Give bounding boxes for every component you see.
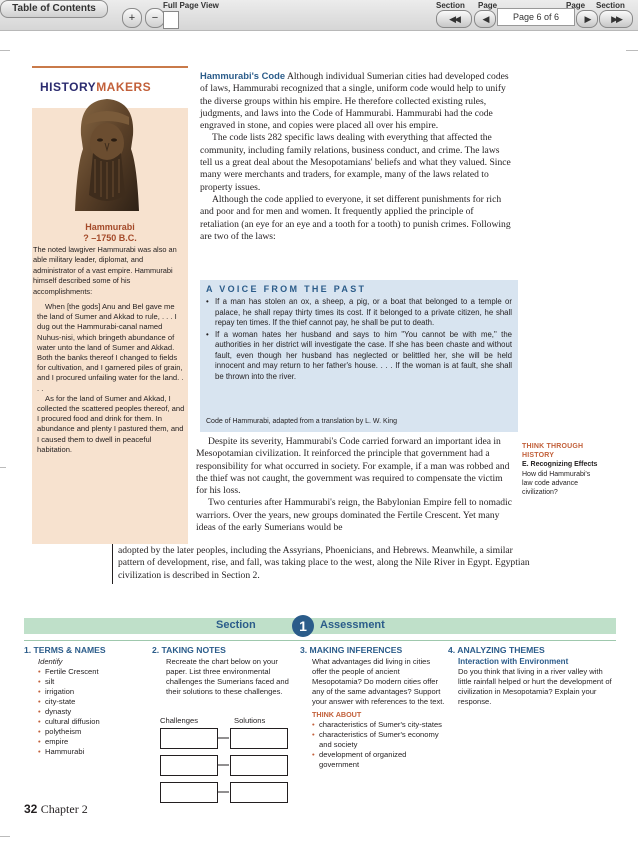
- main-paragraph-6: adopted by the later peoples, including the Assyrians, Phoenicians, and Hebrews. Meanwhile, a similar pattern of development, rise, and fall, was taking place to the west, along the Nile River in Egypt. Egyptian civilization is described in Section 2.: [118, 545, 530, 581]
- assessment-divider: [24, 640, 616, 641]
- hammurabi-dates: ? –1750 B.C.: [83, 233, 137, 243]
- think-label: E. Recognizing Effects: [522, 461, 598, 469]
- challenge-box: [160, 728, 218, 749]
- think-about-item: • characteristics of Sumer's economy and society: [312, 730, 446, 750]
- main-paragraph-4: Despite its severity, Hammurabi's Code carried forward an important idea in Mesopotamian civilization. It reinforced the principle that government had a responsibility for what occurred in society. For example, if a man was robbed and the thief was not caught, the government was required to compensate the victim for his loss.: [196, 436, 510, 497]
- crop-mark: [626, 50, 638, 51]
- voice-citation: Code of Hammurabi, adapted from a translation by L. W. King: [206, 418, 398, 425]
- main-text-bottom: [118, 545, 530, 582]
- main-paragraph-2: The code lists 282 specific laws dealing with everything that affected the community, including family relations, business conduct, and crime. The laws tell us a great deal about the Mesopotamians' beliefs and what they valued. Since many were merchants and traders, for example, many of the laws related to property issues.: [200, 132, 511, 193]
- think-about-label: THINK ABOUT: [312, 710, 362, 719]
- themes-heading: 4. ANALYZING THEMES: [448, 645, 545, 655]
- notes-text: Recreate the chart below on your paper. List three environmental challenges the Sumerians faced and their solutions to these challenges.: [166, 657, 289, 696]
- history-makers-intro: The noted lawgiver Hammurabi was also an able military leader, diplomat, and administrator of a vast empire. Hammurabi himself described some of his accomplishments:: [33, 245, 177, 296]
- history-makers-title-a: HISTORY: [40, 80, 97, 94]
- section-nav-label: Section: [436, 1, 465, 10]
- terms-heading: 1. TERMS & NAMES: [24, 645, 106, 655]
- assessment-col-inferences: [300, 645, 446, 770]
- challenges-label: Challenges: [160, 716, 198, 725]
- term-item: • Fertile Crescent: [38, 667, 148, 677]
- notes-arrows: [217, 728, 230, 804]
- full-page-icon[interactable]: [163, 11, 179, 29]
- notes-heading: 2. TAKING NOTES: [152, 645, 226, 655]
- themes-text: Do you think that living in a river valley with little rainfall helped or hurt the development of civilization in Mesopotamia? Explain your response.: [458, 667, 612, 706]
- page-nav-label: Page: [478, 1, 498, 10]
- solution-box: [230, 755, 288, 776]
- solution-box: [230, 728, 288, 749]
- hammurabi-caption: [32, 222, 188, 244]
- challenge-box: [160, 782, 218, 803]
- hammurabi-name: Hammurabi: [85, 222, 135, 232]
- main-text-upper: [200, 70, 514, 243]
- assessment-col-themes: [448, 645, 618, 707]
- section-nav-label-2: Section: [596, 1, 625, 10]
- history-makers-title-b: MAKERS: [96, 80, 152, 94]
- themes-subheading: Interaction with Environment: [458, 657, 569, 666]
- term-item: • cultural diffusion: [38, 717, 148, 727]
- inferences-heading: 3. MAKING INFERENCES: [300, 645, 403, 655]
- previous-page-icon[interactable]: ◀: [474, 10, 496, 28]
- think-about-item: • characteristics of Sumer's city-states: [312, 720, 446, 730]
- zoom-out-icon[interactable]: −: [145, 8, 165, 28]
- hammurabi-bust-image: [67, 95, 147, 211]
- zoom-in-icon[interactable]: +: [122, 8, 142, 28]
- term-item: • silt: [38, 677, 148, 687]
- term-item: • polytheism: [38, 727, 148, 737]
- next-section-icon[interactable]: ▶▶: [599, 10, 633, 28]
- page-nav-label-2: Page: [566, 1, 586, 10]
- challenge-box: [160, 755, 218, 776]
- text-rule: [112, 544, 113, 584]
- crop-mark: [0, 50, 10, 51]
- main-paragraph-3: Although the code applied to everyone, it set different punishments for rich and poor and for men and women. It frequently applied the principle of retaliation (an eye for an eye and a tooth for a tooth) to punish crimes. Following are two of the laws:: [200, 193, 511, 242]
- assessment-col-terms: [24, 645, 148, 757]
- main-paragraph-1: Although individual Sumerian cities had developed codes of laws, Hammurabi recognized that a single, uniform code would help to unify the diverse groups within his empire. He therefore collected existing rules, judgments, and laws into the Code of Hammurabi. Hammurabi had the code engraved in stone, and copies were placed all over his empire.: [200, 71, 509, 132]
- section-number-badge: 1: [292, 615, 314, 637]
- hammurabi-quote-p1: When [the gods] Anu and Bel gave me the land of Sumer and Akkad to rule, . . . I dug out the Hammurabi-canal named Nuhus-nisi, which bringeth abundance of water unto the land of Sumer and Akkad. Both the banks thereof I changed to fields for cultivation, and I garnered piles of grain, and I procured unfailing water for the land. . . .: [37, 302, 184, 393]
- page-number: 32: [24, 802, 38, 816]
- section-word: Section: [216, 619, 256, 631]
- solution-box: [230, 782, 288, 803]
- viewer-toolbar: [0, 0, 638, 31]
- crop-mark: [0, 467, 6, 468]
- table-of-contents-button[interactable]: Table of Contents: [0, 0, 108, 18]
- inferences-text: What advantages did living in cities offer the people of ancient Mesopotamia? Do modern cities offer any of the same advantages? Support your answer with references to the text.: [312, 657, 445, 706]
- page-indicator: Page 6 of 6: [497, 8, 575, 26]
- hammurabi-quote: [37, 302, 185, 455]
- law-item: • If a woman hates her husband and says to him "You cannot be with me," the authorities in her district will investigate the case. If she has been chaste and without fault, even though her husband has neglected or belittled her, she will be held innocent and may return to her father's house. . . . If the woman is at fault, she shall be thrown into the river.: [206, 330, 512, 383]
- term-item: • city-state: [38, 697, 148, 707]
- voice-from-past-title: A VOICE FROM THE PAST: [206, 284, 367, 294]
- history-makers-title: [40, 80, 151, 94]
- main-paragraph-5: Two centuries after Hammurabi's reign, the Babylonian Empire fell to nomadic warriors. Over the years, new groups dominated the Fertile Crescent. Yet many ideas of the early Sumerians would be: [196, 497, 512, 534]
- chapter-label: Chapter 2: [40, 802, 88, 816]
- runin-heading: Hammurabi's Code: [200, 70, 286, 81]
- previous-section-icon[interactable]: ◀◀: [436, 10, 472, 28]
- assessment-word: Assessment: [320, 619, 385, 631]
- term-item: • Hammurabi: [38, 747, 148, 757]
- think-heading: THINK THROUGH HISTORY: [522, 443, 584, 460]
- page-footer: [24, 802, 88, 817]
- voice-from-past-list: [206, 297, 512, 383]
- solutions-label: Solutions: [234, 716, 266, 725]
- think-about-item: • development of organized government: [312, 750, 446, 770]
- law-item: • If a man has stolen an ox, a sheep, a pig, or a boat that belonged to a temple or palace, he shall repay thirty times its cost. If it belonged to a private citizen, he shall repay ten times. If the thief cannot pay, he shall be put to death.: [206, 297, 512, 329]
- crop-mark: [0, 836, 10, 837]
- term-item: • empire: [38, 737, 148, 747]
- terms-identify: Identify: [38, 657, 63, 666]
- assessment-col-notes: [152, 645, 292, 697]
- term-item: • dynasty: [38, 707, 148, 717]
- full-page-view-label[interactable]: Full Page View: [163, 1, 219, 10]
- main-text-lower: [196, 436, 514, 534]
- think-question: How did Hammurabi's law code advance civilization?: [522, 470, 591, 497]
- hammurabi-quote-p2: As for the land of Sumer and Akkad, I collected the scattered peoples thereof, and I procured food and drink for them. In abundance and plenty I pastured them, and I caused them to dwell in peaceful habitation.: [37, 393, 185, 454]
- think-through-history: [522, 442, 598, 497]
- term-item: • irrigation: [38, 687, 148, 697]
- next-page-icon[interactable]: ▶: [576, 10, 598, 28]
